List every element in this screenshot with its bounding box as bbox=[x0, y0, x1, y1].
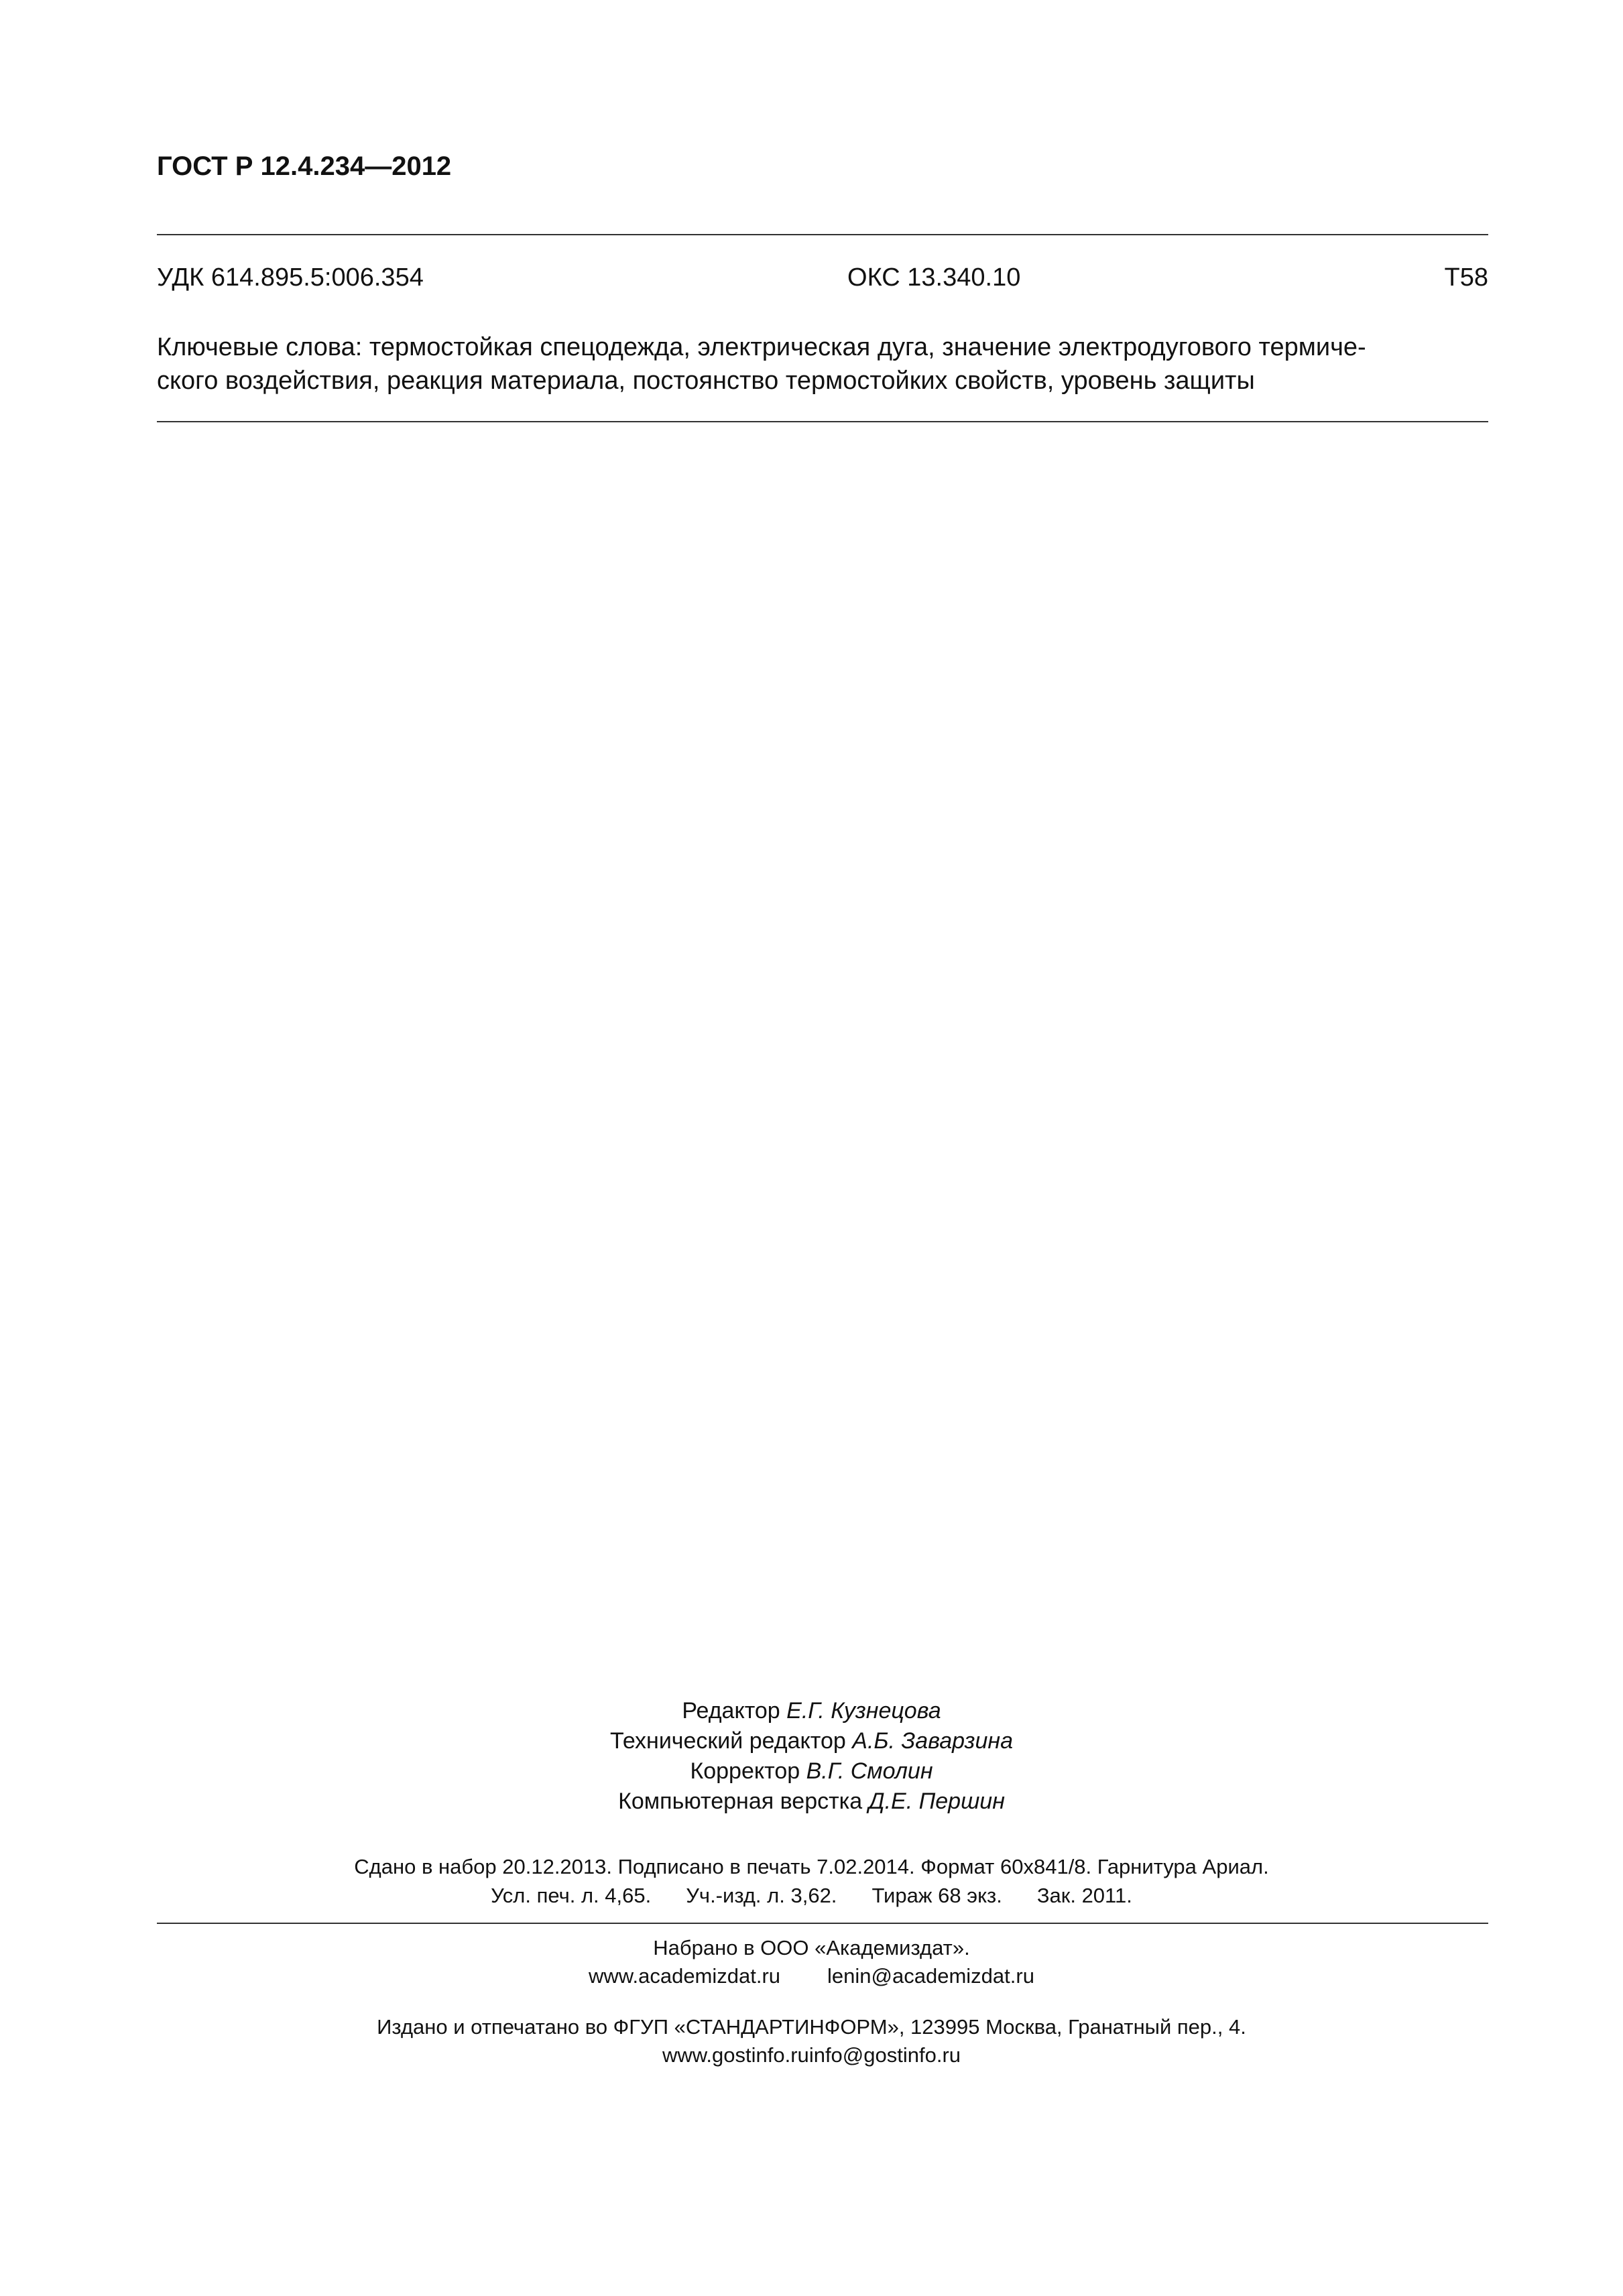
credit-name: Д.Е. Першин bbox=[868, 1789, 1005, 1814]
keywords-divider bbox=[157, 421, 1488, 422]
credit-role: Корректор bbox=[690, 1758, 800, 1784]
credit-role: Компьютерная верстка bbox=[618, 1789, 863, 1814]
publisher-site-link[interactable]: www.gostinfo.ru bbox=[662, 2043, 809, 2067]
credit-name: Е.Г. Кузнецова bbox=[786, 1698, 941, 1724]
credit-role: Технический редактор bbox=[610, 1728, 846, 1754]
credits-block bbox=[0, 1696, 1623, 1817]
credit-layout bbox=[0, 1787, 1623, 1817]
publisher-sheets: Уч.-изд. л. 3,62. bbox=[686, 1884, 837, 1907]
print-info-line-2 bbox=[0, 1881, 1623, 1910]
print-info-line-1: Сдано в набор 20.12.2013. Подписано в печать 7.02.2014. Формат 60х841/8. Гарнитура Ариал. bbox=[354, 1855, 1269, 1878]
classification-row bbox=[157, 263, 1488, 292]
keywords-line-2: ского воздействия, реакция материала, постоянство термостойких свойств, уровень защиты bbox=[157, 367, 1255, 395]
keywords bbox=[157, 330, 1488, 398]
keywords-line-1: Ключевые слова: термостойкая спецодежда, электрическая дуга, значение электродугового термиче- bbox=[157, 333, 1366, 361]
publisher-block bbox=[0, 2013, 1623, 2069]
credit-role: Редактор bbox=[682, 1698, 780, 1724]
typeset-email-link[interactable]: lenin@academizdat.ru bbox=[827, 1964, 1034, 1988]
typeset-contacts bbox=[0, 1962, 1623, 1990]
oks-code: ОКС 13.340.10 bbox=[847, 263, 1021, 292]
publisher-line: Издано и отпечатано во ФГУП «СТАНДАРТИНФОРМ», 123995 Москва, Гранатный пер., 4. bbox=[377, 2015, 1246, 2039]
credit-tech-editor bbox=[0, 1726, 1623, 1756]
credit-name: А.Б. Заварзина bbox=[852, 1728, 1013, 1754]
print-run: Тираж 68 экз. bbox=[871, 1884, 1002, 1907]
credit-proofreader bbox=[0, 1756, 1623, 1787]
top-divider bbox=[157, 234, 1488, 235]
typeset-block bbox=[0, 1934, 1623, 1990]
document-code: ГОСТ Р 12.4.234—2012 bbox=[157, 152, 452, 181]
print-info bbox=[0, 1852, 1623, 1910]
typeset-line: Набрано в ООО «Академиздат». bbox=[653, 1936, 970, 1959]
credit-name: В.Г. Смолин bbox=[806, 1758, 933, 1784]
group-code: Т58 bbox=[1444, 263, 1488, 292]
print-sheets: Усл. печ. л. 4,65. bbox=[491, 1884, 652, 1907]
typeset-site-link[interactable]: www.academizdat.ru bbox=[589, 1964, 781, 1988]
order-number: Зак. 2011. bbox=[1036, 1884, 1132, 1907]
publisher-contacts bbox=[0, 2041, 1623, 2069]
publisher-email-link[interactable]: info@gostinfo.ru bbox=[808, 2043, 961, 2067]
credit-editor bbox=[0, 1696, 1623, 1726]
imprint-divider bbox=[157, 1923, 1488, 1924]
udk-code: УДК 614.895.5:006.354 bbox=[157, 263, 424, 292]
